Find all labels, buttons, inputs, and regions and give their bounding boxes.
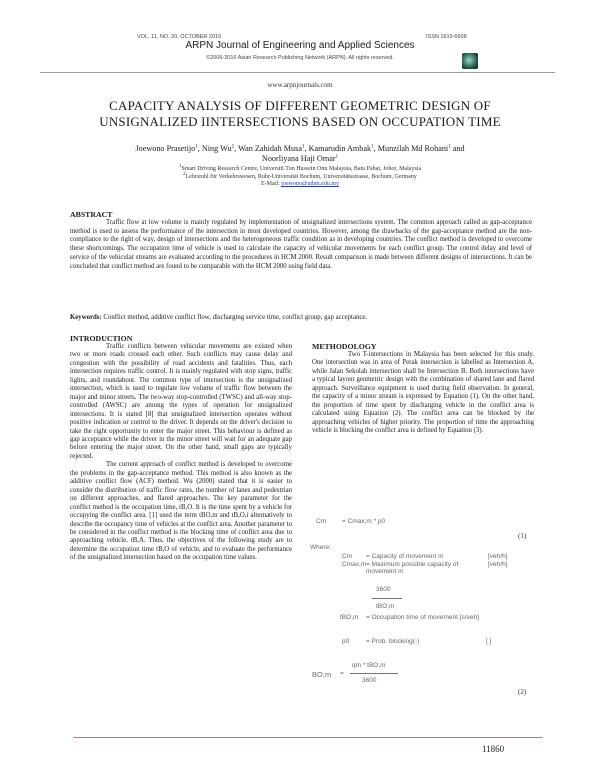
def-symbol: Cmax,m	[342, 561, 367, 568]
paper-title	[0, 98, 600, 130]
copyright: ©2006-2016 Asian Research Publishing Network (ARPN). All rights reserved.	[206, 55, 394, 61]
equation-2-number: (2)	[518, 688, 527, 696]
email-link[interactable]: joewono@uthm.edu.my	[281, 181, 340, 187]
footer-divider	[73, 737, 543, 738]
fraction-numerator: 3600	[376, 586, 391, 593]
introduction-paragraph-2: The current approach of conflict method is developed to overcome the problems in the gap-acceptance method. This method is also known as the additive conflict flow (ACF) method. Wu (2000) stated that it is easier to consider the distribution of traffic flow rates, the number of lanes and pedestrian on different approaches, and flared approaches. The key parameter for the conflict method is the occupation time, tB,O. It is the time spent by a vehicle for occupying the conflict area. [1] used the term tBO,m and tB,O,i alternatively to describe the occupancy time of vehicles at the conflict area. Another parameter to be considered in the conflict method is the blocking time of conflict area due to approaching vehicle, tB,A. Thus, the objectives of the following study are to determine the occupation time tB,O of vehicle, and to evaluate the performance of the unsignalized intersection based on the occupation time values.	[70, 461, 292, 562]
author: Kamarudin Ambak$^1$,	[308, 144, 378, 153]
journal-url[interactable]: www.arpnjournals.com	[267, 81, 333, 89]
author: Joewono Prasetijo$^1$,	[135, 144, 202, 153]
abstract-text: Traffic flow at low volume is mainly regulated by implementation of unsignalized intersections system. The common approach called as gap-acceptance method is used to assess the performance of the intersection in most developed countries. However, among the drawbacks of the gap-acceptance method are the non-compliance to the right of way, design of intersections and the heterogeneous traffic condition as in developing countries. The conflict method is developed to overcome these shortcomings. The occupation time of vehicle is used to calculate the capacity of vehicular movements for each conflict group. The control delay and level of service of the vehicular streams are evaluated according to the procedures in HCM 2000. Result comparison is made between different designs of intersections. It can be concluded that conflict method are found to be comparable with the HCM 2000 using field data.	[70, 219, 532, 270]
introduction-section	[70, 334, 292, 563]
equation-1-lhs: Cm	[316, 518, 327, 525]
def-description: = Capacity of movement m	[366, 553, 444, 560]
authors-line-2: Noorliyana Haji Omar$^1$	[261, 154, 339, 163]
def-symbol: tBO,m	[340, 614, 359, 621]
equation-2-fraction-bar	[350, 673, 398, 674]
introduction-paragraph-1: Traffic conflicts between vehicular movements are existed when two or more roads crossed each other. Such conflicts may cause delay and congestion with the possibility of road accidents and fatalities. Thus, each intersection requires traffic control. It is mainly regulated with stop signs, traffic lights, and roundabout. The common type of intersection is the unsignalized intersection, which is used to regulate low volume of traffic flow between the major and minor streets. The two-way stop-controlled (TWSC) and all-way stop-controlled (AWSC) are among the types of operation for unsignalized intersections. It is stated [8] that unsignalized intersection operates without positive indication or control to the driver. It depends on the driver's decision to take the right opportunity to enter the major street. This behaviour is defined as gap acceptance while the driver in the minor street will wait for an adequate gap before entering the major street. On the other hand, small gaps are typically rejected.	[70, 343, 292, 460]
equation-2-denominator: 3600	[362, 677, 377, 684]
abstract-section	[70, 210, 532, 271]
issn: ISSN 1819-6608	[426, 34, 467, 40]
title-line-1: CAPACITY ANALYSIS OF DIFFERENT GEOMETRIC DESIGN OF	[109, 98, 491, 113]
authors	[0, 144, 600, 164]
introduction-heading: INTRODUCTION	[70, 334, 133, 343]
author: Munzilah Md Rohani$^1$ and	[377, 144, 465, 153]
methodology-heading: METHODOLOGY	[312, 342, 377, 351]
affiliations	[0, 166, 600, 189]
methodology-paragraph: Two T-intersections in Malaysia has been selected for this study. One intersection was in area of Perak intersection is labelled as Intersection A, while Jalan Sekolah intersection shall be Intersection B. Both intersections have a typical layout geometric design with the combination of shared lane and flared approach. Surveillance equipment is used during field observation. In general, the capacity of a minor stream is expressed by Equation (1). On the other hand, the proportion of time spent by discharging vehicle in the conflict area is calculated using Equation (2). The conflict area can be blocked by the approaching vehicles of higher priority. The proportion of time the approaching vehicle is blocking the conflict area is defined by Equation (3).	[312, 351, 534, 435]
def-description: = Maximum possible capacity of movement m	[366, 561, 459, 575]
keywords-text: Conflict method, additive conflict flow, discharging service time, conflict group, gap acceptance.	[101, 314, 368, 321]
def-description: = Prob. blocking(-)	[366, 638, 420, 645]
equation-1-rhs: = Cmax,m * p0	[342, 518, 386, 525]
header-divider	[40, 72, 555, 73]
affiliation-1: $^1$Smart Driving Research Centre, Universiti Tun Hussein Onn Malaysia, Batu Pahat, Johor, Malaysia	[178, 164, 422, 172]
equation-1-number: (1)	[518, 532, 527, 540]
authors-line-1	[0, 144, 600, 154]
page-number: 11860	[482, 744, 505, 754]
where-label: Where:	[310, 544, 331, 551]
def-symbol: Cm	[342, 553, 353, 560]
email-line: E-Mail: joewono@uthm.edu.my	[260, 181, 340, 187]
keywords-label: Keywords:	[70, 314, 102, 321]
def-unit: [veh/h]	[488, 553, 508, 560]
volume-info: VOL. 11, NO. 20, OCTOBER 2016	[137, 34, 222, 40]
methodology-section	[312, 342, 534, 436]
fraction-denominator: tBO,m	[376, 603, 395, 610]
author: Wan Zahidah Musa$^1$,	[238, 144, 309, 153]
def-symbol: p0	[342, 638, 350, 645]
abstract-heading: ABSTRACT	[70, 210, 113, 219]
equation-2-equals: =	[340, 670, 344, 677]
affiliation-2: $^2$Lehrstuhl für Verkehrswesen, Ruhr-Universität Bochum, Universitätsstrasse, Bochum, Germany	[183, 171, 417, 180]
title-line-2: UNSIGNALIZED IINTERSECTIONS BASED ON OCCUPATION TIME	[99, 114, 501, 129]
def-unit: [veh/h]	[488, 561, 508, 568]
keywords	[70, 314, 540, 321]
def-unit: [ ]	[486, 638, 492, 645]
arpn-globe-logo-icon	[462, 53, 478, 69]
equation-2-numerator: qm * tBO,m	[352, 662, 386, 669]
fraction-bar	[372, 598, 402, 599]
journal-name: ARPN Journal of Engineering and Applied Sciences	[185, 40, 415, 51]
author: Ning Wu$^2$,	[201, 144, 239, 153]
def-description: = Occupation time of movement [s/veh]	[366, 614, 479, 621]
equation-2-lhs: BO,m	[312, 670, 332, 679]
